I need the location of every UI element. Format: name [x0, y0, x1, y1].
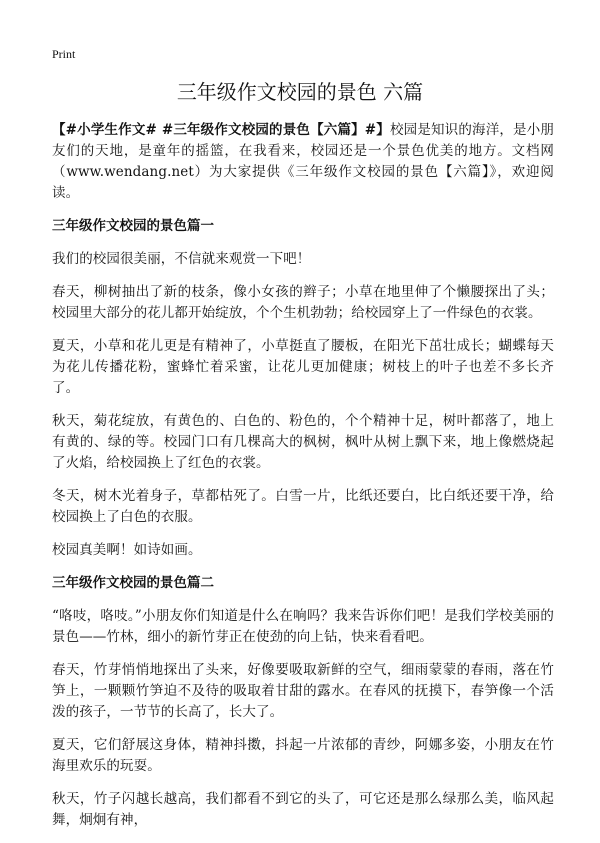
section-1-paragraph: 夏天，小草和花儿更是有精神了，小草挺直了腰板，在阳光下茁壮成长；蝴蝶每天为花儿传播花粉，蜜蜂忙着采蜜，让花儿更加健康；树枝上的叶子也差不多长齐了。 [52, 338, 554, 396]
section-2-heading: 三年级作文校园的景色篇二 [52, 575, 214, 591]
section-1-paragraph: 冬天，树木光着身子，草都枯死了。白雪一片，比纸还要白，比白纸还要干净，给校园换上了白色的衣服。 [52, 488, 554, 525]
intro-text-1: 校园是知识的海洋，是小朋友们的天地，是童年的摇篮，在我看来，校园还是一个景色优美的地方。文档网（ [52, 122, 555, 180]
section-1-paragraph: 秋天，菊花绽放，有黄色的、白色的、粉色的，个个精神十足，树叶都落了，地上有黄的、绿的等。校园门口有几棵高大的枫树，枫叶从树上飘下来，地上像燃烧起了火焰，给校园换上了红色的衣裳。 [52, 413, 554, 471]
section-2-paragraph: “咯吱，咯吱。”小朋友你们知道是什么在响吗？我来告诉你们吧！是我们学校美丽的景色——竹林，细小的新竹芽正在使劲的向上钻，快来看看吧。 [52, 608, 554, 645]
intro-paragraph [52, 120, 554, 204]
page-title: 三年级作文校园的景色 六篇 [176, 80, 424, 104]
intro-text-2: ）为大家提供《三年级作文校园的景色【六篇】》，欢迎阅读。 [52, 164, 554, 201]
section-2-paragraph: 春天，竹芽悄悄地探出了头来，好像要吸取新鲜的空气，细雨蒙蒙的春雨，落在竹笋上，一颗颗竹笋迫不及待的吸取着甘甜的露水。在春风的抚摸下，春笋像一个活泼的孩子，一节节的长高了，长大了。 [52, 662, 554, 720]
section-1-paragraph: 春天，柳树抽出了新的枝条，像小女孩的辫子；小草在地里伸了个懒腰探出了头；校园里大部分的花儿都开始绽放，个个生机勃勃；给校园穿上了一件绿色的衣裳。 [52, 284, 554, 321]
print-label: Print [52, 47, 76, 61]
article-body [52, 120, 554, 843]
section-2-paragraph: 夏天，它们舒展这身体，精神抖擞，抖起一片浓郁的青纱，阿娜多姿，小朋友在竹海里欢乐的玩耍。 [52, 737, 554, 774]
section-1-paragraph: 我们的校园很美丽，不信就来观赏一下吧！ [52, 251, 311, 267]
section-1-heading: 三年级作文校园的景色篇一 [52, 218, 214, 234]
section-2-paragraph: 秋天，竹子闪越长越高，我们都看不到它的头了，可它还是那么绿那么美，临风起舞，炯炯有神， [52, 791, 554, 828]
intro-tag: 【#小学生作文# #三年级作文校园的景色【六篇】#】 [52, 122, 390, 138]
section-1-paragraph: 校园真美啊！如诗如画。 [52, 542, 202, 558]
source-link[interactable]: www.wendang.net [66, 164, 194, 180]
